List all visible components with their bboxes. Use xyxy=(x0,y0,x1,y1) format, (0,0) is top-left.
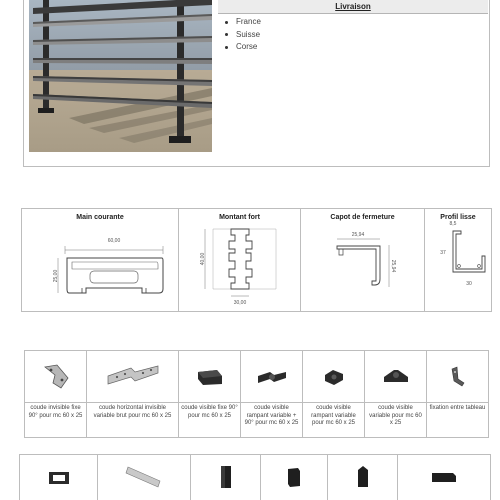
accessory-image xyxy=(179,351,240,403)
accessory-image xyxy=(303,351,364,403)
accessory-image xyxy=(365,351,426,403)
accessory-image xyxy=(241,351,302,403)
profile-title: Montant fort xyxy=(219,214,260,221)
dim-height: 40,00 xyxy=(200,252,206,266)
dim-width: 30,00 xyxy=(233,300,247,306)
dim-width: 30 xyxy=(466,281,472,287)
elbow-rampant-icon xyxy=(256,366,288,388)
end-cap-flat-icon xyxy=(429,469,459,485)
accessory-cell xyxy=(179,351,241,437)
elbow-variable-icon xyxy=(321,366,347,388)
accessory-cell xyxy=(20,455,98,500)
accessories-table-2 xyxy=(19,454,491,500)
dim-width: 25,94 xyxy=(351,232,365,238)
end-cap-open-icon xyxy=(47,468,71,486)
accessory-label: coude visible variable pour mc 60 x 25 xyxy=(369,405,422,426)
accessory-cell xyxy=(191,455,261,500)
profile-lisse xyxy=(425,209,491,311)
accessory-label: coude visible rampant variable pour mc 60 x 25 xyxy=(311,405,356,426)
accessory-label: fixation entre tableau xyxy=(429,405,486,411)
livraison-section xyxy=(218,0,488,167)
dim-width: 60,00 xyxy=(107,238,121,244)
elbow-horizontal-icon xyxy=(381,366,411,388)
end-cap-tall-icon xyxy=(218,463,234,491)
country-item: Suisse xyxy=(224,29,261,42)
profiles-table xyxy=(21,208,492,312)
profile-capot-fermeture xyxy=(301,209,425,311)
country-item: France xyxy=(224,16,261,29)
accessories-table xyxy=(24,350,489,438)
dim-lip: 8,5 xyxy=(449,221,457,227)
accessory-image xyxy=(25,351,86,403)
accessory-cell xyxy=(427,351,488,437)
accessory-cell xyxy=(87,351,179,437)
connector-bar-icon xyxy=(124,463,164,491)
railing-photo xyxy=(29,0,212,152)
profile-title: Main courante xyxy=(76,214,124,221)
accessory-label: coude horizontal invisible variable brut pour mc 60 x 25 xyxy=(93,405,172,419)
livraison-title: Livraison xyxy=(218,0,488,14)
accessory-label: coude visible rampant variable + 90° pour mc 60 x 25 xyxy=(244,405,299,426)
accessory-cell xyxy=(365,351,427,437)
accessory-cell xyxy=(261,455,328,500)
accessory-cell xyxy=(398,455,490,500)
accessory-label: coude visible fixe 90° pour mc 60 x 25 xyxy=(181,405,238,419)
profile-title: Capot de fermeture xyxy=(330,214,395,221)
end-cap-square-icon xyxy=(285,465,303,489)
accessory-image xyxy=(87,351,178,403)
dim-height: 25,94 xyxy=(390,259,396,273)
wall-bracket-icon xyxy=(447,365,469,389)
dim-height: 37 xyxy=(440,250,446,256)
profile-title: Profil lisse xyxy=(440,214,476,221)
profile-montant-fort xyxy=(179,209,301,311)
accessory-cell xyxy=(241,351,303,437)
country-list xyxy=(224,16,261,54)
accessory-cell xyxy=(328,455,398,500)
dim-height: 25,00 xyxy=(53,269,59,283)
accessory-cell xyxy=(98,455,191,500)
elbow-fixed-icon xyxy=(195,366,225,388)
accessory-label: coude invisible fixe 90° pour mc 60 x 25 xyxy=(28,405,83,419)
profile-main-courante xyxy=(22,209,179,311)
accessory-cell xyxy=(303,351,365,437)
accessory-cell xyxy=(25,351,87,437)
end-cap-pointed-icon xyxy=(354,464,372,490)
country-item: Corse xyxy=(224,41,261,54)
accessory-image xyxy=(427,351,488,403)
hinge-plate-icon xyxy=(105,364,161,390)
corner-plate-icon xyxy=(41,362,71,392)
